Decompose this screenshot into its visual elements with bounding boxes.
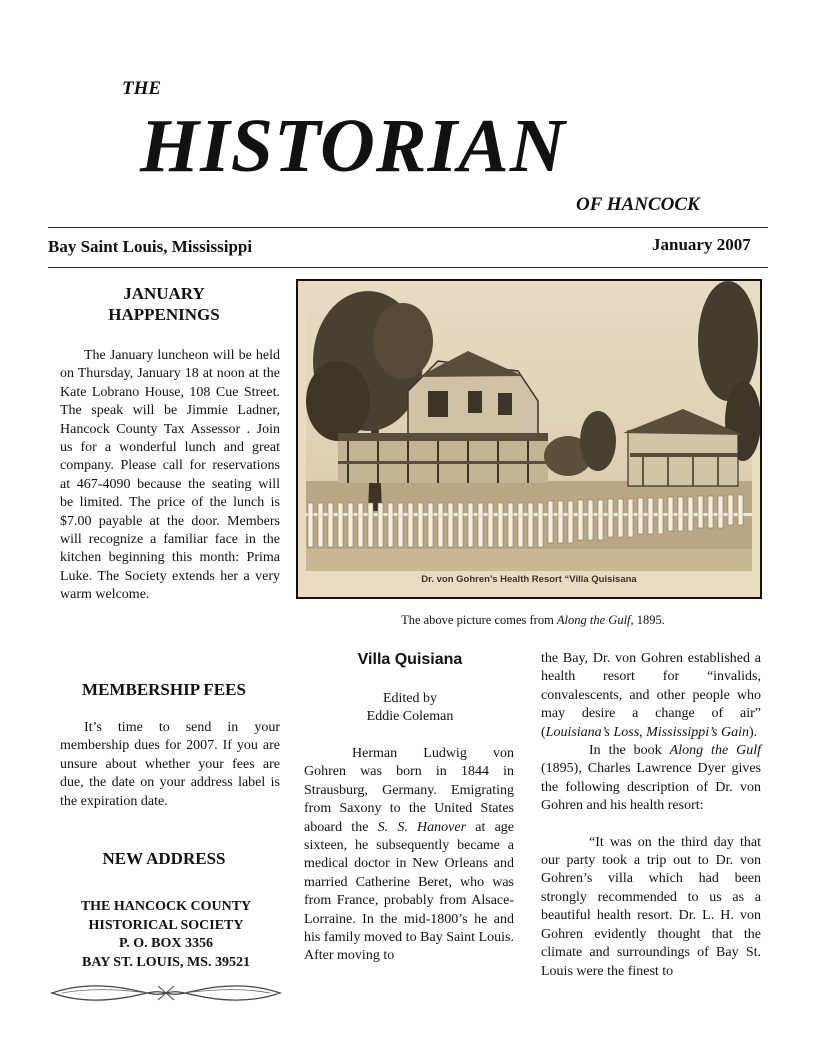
- article-title: Villa Quisiana: [357, 651, 463, 668]
- article-column-1: [304, 745, 514, 966]
- masthead-subtitle: OF HANCOCK: [576, 194, 700, 215]
- january-heading: [48, 283, 280, 325]
- address-line1: THE HANCOCK COUNTY: [80, 899, 252, 914]
- masthead-title: HISTORIAN: [140, 104, 566, 188]
- article-column-2: [541, 650, 761, 981]
- january-paragraph: The January luncheon will be held on Thursday, January 18 at noon at the Kate Lobrano House, 108 Cue Street. The speak will be Jimmie Ladner, Hancock County Tax Assessor . Join us for a wonderful lunch and great company. Please call for reservations at 467-4090 because the seating will be limited. The price of the lunch is $7.00 payable at the door. Members will recognize a familiar face in the kitchen beginning this month: Prima Luke. The Society extends her a very warm welcome.: [60, 348, 280, 603]
- article-text-2a-end: ).: [749, 724, 758, 740]
- caption-suffix: 1895.: [633, 613, 665, 627]
- article-source: Louisiana’s Loss, Mississippi’s Gain: [545, 724, 749, 740]
- article-text-2a: the Bay, Dr. von Gohren established a health resort for “invalids, convalescents, and other people who may desire a change of air” (: [541, 651, 761, 740]
- caption-source: Along the Gulf,: [556, 613, 634, 627]
- editor-name: Eddie Coleman: [366, 709, 454, 724]
- membership-heading: MEMBERSHIP FEES: [82, 680, 246, 699]
- january-body: [60, 347, 280, 605]
- article-byline: [300, 690, 520, 726]
- ship-name: S. S. Hanover: [377, 819, 467, 835]
- photo-illustration: [298, 281, 760, 597]
- masthead-top-rule: [48, 227, 768, 228]
- book-title: Along the Gulf: [669, 743, 762, 759]
- january-section: [48, 283, 280, 605]
- article-text-2b-prefix: In the book: [589, 743, 670, 759]
- photo-caption: [296, 613, 770, 628]
- masthead-the: THE: [122, 78, 162, 99]
- ornamental-divider: [48, 982, 284, 1004]
- health-resort-photo: [296, 279, 762, 599]
- january-heading-line1: JANUARY: [123, 284, 205, 303]
- dateline-location: Bay Saint Louis, Mississippi: [48, 237, 253, 256]
- article-paragraph-2: [541, 650, 761, 742]
- photo-inner-caption: Dr. von Gohren’s Health Resort “Villa Quisisana: [421, 574, 637, 585]
- caption-prefix: The above picture comes from: [401, 613, 557, 627]
- article-text-2b: (1895), Charles Lawrence Dyer gives the following description of Dr. von Gohren and his health resort:: [541, 761, 761, 814]
- article-text-1: Herman Ludwig von Gohren was born in 1844 in Strausburg, Germany. Emigrating from Saxony to the United States aboard the: [304, 746, 514, 835]
- article-text-1b: at age sixteen, he subsequently became a medical doctor in New Orleans and married Catherine Beret, who was from France, probably from Alsace-Lorraine. In the mid-1800’s he and his family moved to Bay Saint Louis. After moving to: [304, 819, 514, 964]
- new-address-heading: NEW ADDRESS: [102, 849, 226, 868]
- article-paragraph-4: “It was on the third day that our party took a trip out to Dr. von Gohren’s villa which had been strongly recommended to us as a beautiful health resort. Dr. L. H. von Gohren evidently thought that the climate and surroundings of Bay St. Louis were the finest to: [541, 834, 761, 979]
- membership-paragraph: It’s time to send in your membership dues for 2007. If you are unsure about whether your fees are due, the date on your address label is the expiration date.: [60, 720, 280, 809]
- new-address-block: [48, 898, 284, 972]
- membership-section: [48, 679, 280, 811]
- dateline-date: January 2007: [652, 235, 751, 254]
- edited-by-label: Edited by: [382, 691, 438, 706]
- address-line3: P. O. BOX 3356: [119, 936, 213, 951]
- article-paragraph-1: [304, 745, 514, 966]
- january-heading-line2: HAPPENINGS: [108, 305, 220, 324]
- membership-body: [60, 719, 280, 811]
- masthead-bottom-rule: [48, 267, 768, 268]
- article-paragraph-3: [541, 742, 761, 816]
- address-line4: BAY ST. LOUIS, MS. 39521: [82, 954, 250, 970]
- address-line2: HISTORICAL SOCIETY: [88, 917, 244, 933]
